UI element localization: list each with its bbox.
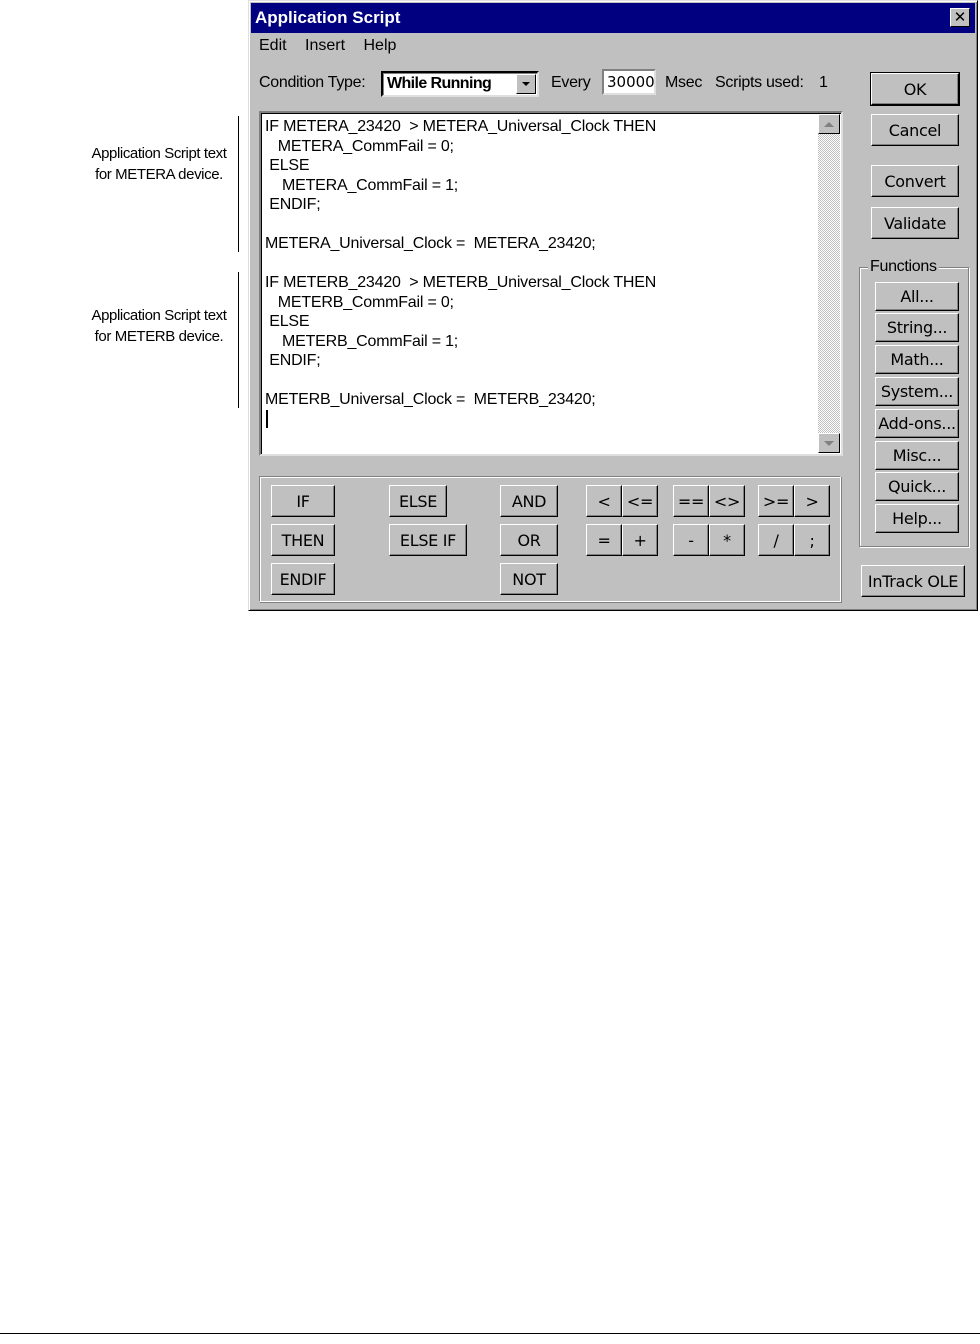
functions-misc-button[interactable]: Misc... — [875, 441, 959, 470]
script-line[interactable]: METERB_CommFail = 0; — [265, 293, 454, 311]
msec-label: Msec — [665, 74, 703, 91]
minus-button[interactable]: - — [673, 524, 709, 556]
not-button[interactable]: NOT — [500, 563, 558, 595]
scroll-up-icon[interactable] — [818, 114, 840, 134]
functions-quick-button[interactable]: Quick... — [875, 472, 959, 501]
not-equal-button[interactable]: <> — [709, 485, 745, 517]
greater-equal-button[interactable]: >= — [758, 485, 794, 517]
script-line[interactable]: ENDIF; — [265, 196, 321, 213]
script-line[interactable]: ELSE — [265, 313, 310, 330]
callout-metera-line1: Application Script text — [91, 145, 227, 162]
convert-button[interactable]: Convert — [871, 165, 959, 197]
multiply-button[interactable]: * — [709, 524, 745, 556]
functions-legend: Functions — [870, 258, 937, 275]
endif-button[interactable]: ENDIF — [271, 563, 335, 595]
ok-button[interactable]: OK — [871, 73, 959, 105]
script-editor[interactable] — [259, 111, 843, 456]
menu-bar — [259, 37, 410, 59]
script-text[interactable] — [265, 117, 656, 410]
callout-metera-bracket — [238, 116, 239, 252]
functions-math-button[interactable]: Math... — [875, 345, 959, 374]
editor-scrollbar[interactable] — [818, 114, 840, 453]
scripts-used-value: 1 — [819, 74, 828, 91]
menu-help[interactable]: Help — [363, 37, 397, 54]
callout-meterb — [84, 305, 234, 347]
chevron-down-icon[interactable] — [516, 74, 536, 94]
script-line[interactable]: IF METERA_23420 > METERA_Universal_Clock THEN — [265, 118, 657, 135]
callout-meterb-line1: Application Script text — [91, 307, 227, 324]
condition-type-value: While Running — [387, 75, 492, 92]
functions-system-button[interactable]: System... — [875, 377, 959, 406]
then-button[interactable]: THEN — [271, 524, 335, 556]
greater-than-button[interactable]: > — [794, 485, 830, 517]
assign-button[interactable]: = — [586, 524, 622, 556]
script-line[interactable]: ENDIF; — [265, 352, 321, 369]
else-if-button[interactable]: ELSE IF — [389, 524, 467, 556]
scripts-used-label: Scripts used: — [715, 74, 804, 91]
script-line[interactable]: IF METERB_23420 > METERB_Universal_Clock THEN — [265, 274, 657, 291]
else-button[interactable]: ELSE — [389, 485, 447, 517]
script-line[interactable] — [265, 371, 656, 391]
script-line[interactable] — [265, 254, 656, 274]
cancel-button[interactable]: Cancel — [871, 114, 959, 146]
script-line[interactable]: METERA_Universal_Clock = METERA_23420; — [265, 235, 596, 252]
functions-help-button[interactable]: Help... — [875, 504, 959, 533]
script-line[interactable] — [265, 215, 656, 235]
every-msec-input[interactable]: 30000 — [602, 69, 656, 95]
validate-button[interactable]: Validate — [871, 207, 959, 239]
script-line[interactable]: METERB_Universal_Clock = METERB_23420; — [265, 391, 596, 408]
less-than-button[interactable]: < — [586, 485, 622, 517]
equal-equal-button[interactable]: == — [673, 485, 709, 517]
scroll-down-icon[interactable] — [818, 433, 840, 453]
condition-type-label: Condition Type: — [259, 74, 366, 91]
or-button[interactable]: OR — [500, 524, 558, 556]
functions-addons-button[interactable]: Add-ons... — [875, 409, 959, 438]
script-line[interactable]: ELSE — [265, 157, 310, 174]
intrack-ole-button[interactable]: InTrack OLE — [861, 565, 965, 597]
script-line[interactable]: METERA_CommFail = 1; — [265, 176, 459, 194]
callout-metera-line2: for METERA device. — [95, 166, 223, 183]
title-bar[interactable] — [251, 3, 975, 33]
condition-type-select[interactable] — [381, 71, 539, 97]
divide-button[interactable]: / — [758, 524, 794, 556]
callout-meterb-bracket — [238, 272, 239, 408]
callout-metera — [84, 143, 234, 185]
script-line[interactable]: METERB_CommFail = 1; — [265, 332, 459, 350]
page-footer-rule — [0, 1333, 980, 1334]
script-line[interactable]: METERA_CommFail = 0; — [265, 137, 454, 155]
text-caret — [266, 410, 268, 428]
close-icon[interactable]: ✕ — [950, 8, 970, 27]
menu-insert[interactable]: Insert — [305, 37, 346, 54]
menu-edit[interactable]: Edit — [259, 37, 287, 54]
functions-all-button[interactable]: All... — [875, 282, 959, 311]
semicolon-button[interactable]: ; — [794, 524, 830, 556]
plus-button[interactable]: + — [622, 524, 658, 556]
and-button[interactable]: AND — [500, 485, 558, 517]
if-button[interactable]: IF — [271, 485, 335, 517]
callout-meterb-line2: for METERB device. — [94, 328, 224, 345]
less-equal-button[interactable]: <= — [622, 485, 658, 517]
every-label: Every — [551, 74, 591, 91]
window-title: Application Script — [255, 8, 401, 27]
functions-string-button[interactable]: String... — [875, 313, 959, 342]
application-script-dialog — [248, 0, 978, 611]
